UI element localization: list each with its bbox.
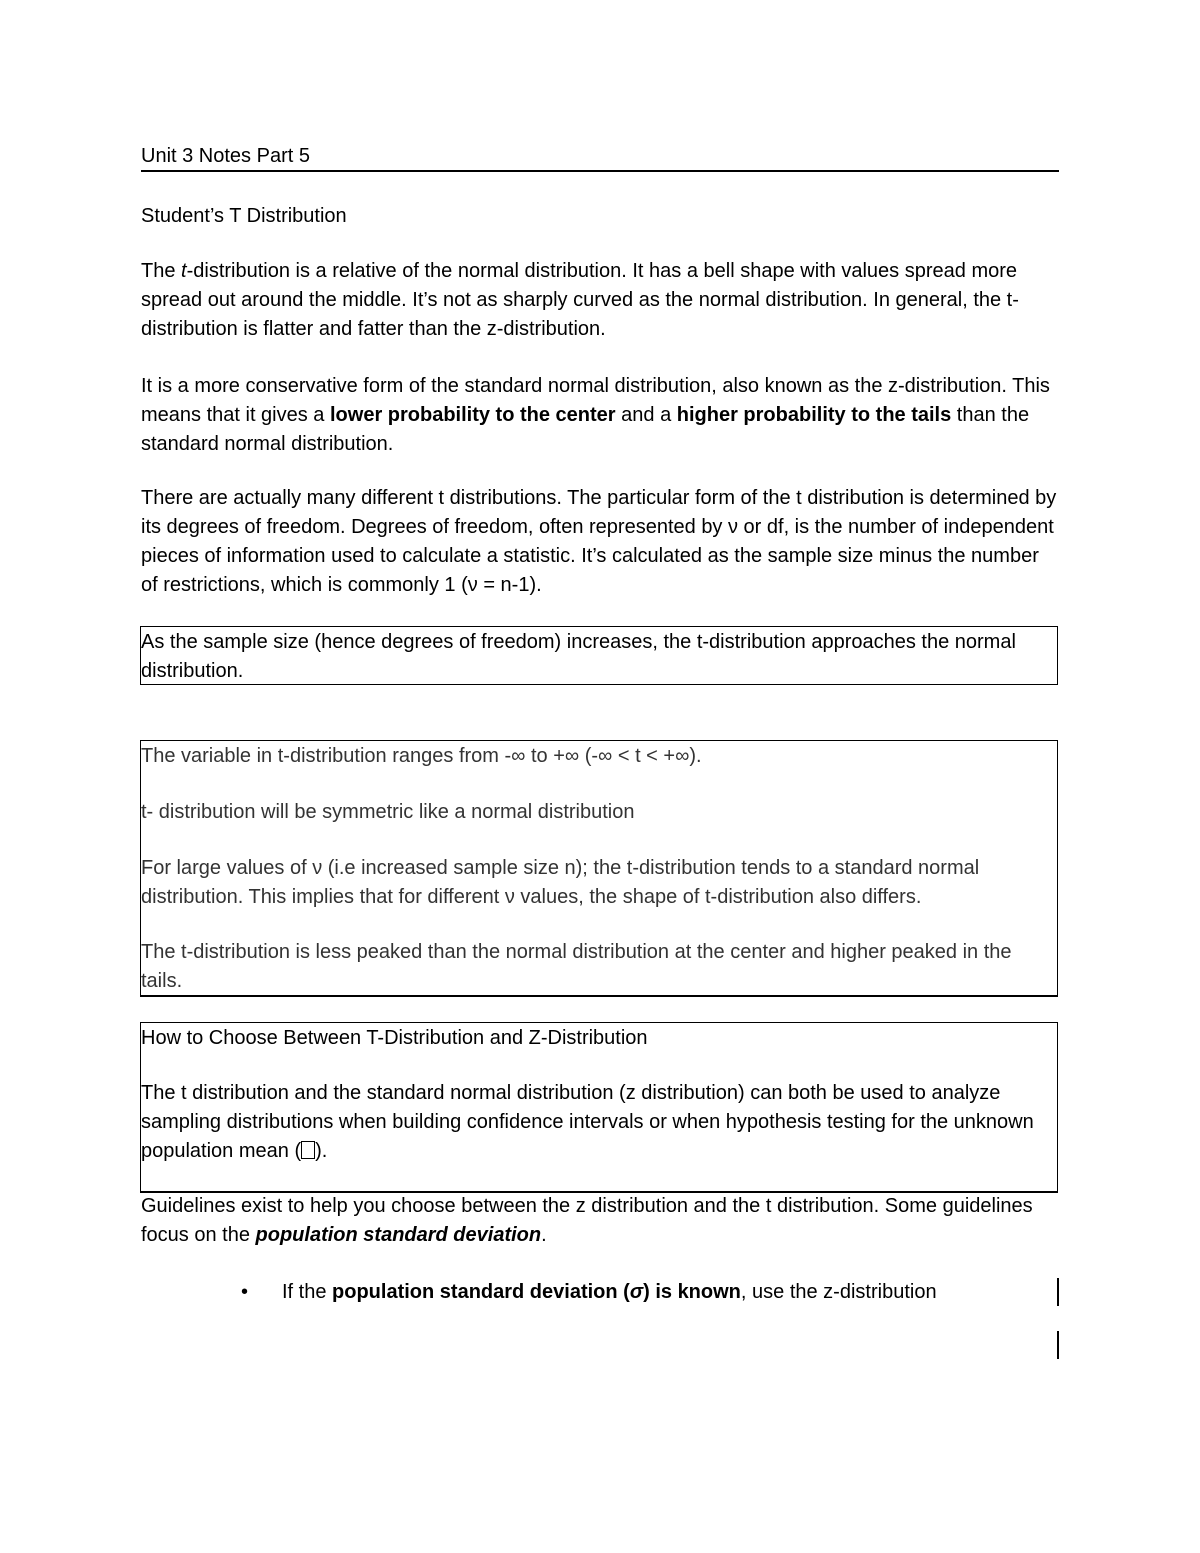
section-heading: Student’s T Distribution — [141, 205, 347, 227]
paragraph-degrees-of-freedom: There are actually many different t distributions. The particular form of the t distribution is determined by its degrees of freedom. Degrees of freedom, often represented by ν or df, is the number of independent pieces of information used to calculate a statistic. It’s calculated as the sample size minus the number of restrictions, which is commonly 1 (ν = n-1). — [141, 487, 1057, 596]
p2-mid: and a — [615, 404, 677, 426]
p4-emphasis: population standard deviation — [255, 1224, 542, 1246]
bullet-dot-icon: • — [241, 1281, 249, 1303]
p2-pre: It is a more conservative form of the standard normal distribution, also known as the z-distribution. This means that it gives a — [141, 375, 1050, 426]
bullet-pre: If the — [282, 1281, 333, 1303]
missing-glyph-icon — [301, 1141, 315, 1159]
property-large-v: For large values of ν (i.e increased sample size n); the t-distribution tends to a standard normal distribution. This implies that for different ν values, the shape of t-distribution also differs. — [141, 857, 980, 908]
p4-pre: Guidelines exist to help you choose between the z distribution and the t distribution. Some guidelines focus on the — [141, 1195, 1033, 1246]
bullet-bold1: population standard deviation ( — [332, 1281, 630, 1303]
bullet-bold2: ) is known — [643, 1281, 741, 1303]
choose-body-pre: The t distribution and the standard normal distribution (z distribution) can both be used to analyze sampling distributions when building confidence intervals or when hypothesis testing for the unknown population mean ( — [141, 1082, 1034, 1162]
title-rule — [141, 170, 1059, 172]
callout-sample-size-text: As the sample size (hence degrees of freedom) increases, the t-distribution approaches the normal distribution. — [141, 631, 1016, 682]
p1-pre: The — [141, 260, 182, 282]
change-bar-2 — [1057, 1331, 1059, 1359]
paragraph-guidelines — [141, 1192, 1059, 1250]
p1-t-italic: t — [181, 260, 187, 282]
property-symmetric: t- distribution will be symmetric like a normal distribution — [141, 801, 635, 823]
change-bar-1 — [1057, 1278, 1059, 1306]
bullet-sigma: σ — [629, 1281, 644, 1303]
p4-post: . — [541, 1224, 547, 1246]
choose-distribution-heading: How to Choose Between T-Distribution and Z-Distribution — [141, 1027, 648, 1049]
paragraph-conservative — [141, 372, 1059, 459]
p2-bold-tails: higher probability to the tails — [676, 404, 952, 426]
bullet-text — [282, 1278, 1042, 1307]
page-title: Unit 3 Notes Part 5 — [141, 145, 310, 167]
p2-post: than the standard normal distribution. — [141, 404, 1030, 455]
bullet-post: , use the z-distribution — [740, 1281, 937, 1303]
choose-body-post: ). — [315, 1140, 328, 1162]
choose-distribution-body — [141, 1079, 1057, 1166]
property-range: The variable in t-distribution ranges from -∞ to +∞ (-∞ < t < +∞). — [141, 745, 702, 767]
property-less-peaked: The t-distribution is less peaked than the normal distribution at the center and higher peaked in the tails. — [141, 941, 1012, 992]
p1-rest: -distribution is a relative of the normal distribution. It has a bell shape with values spread more spread out around the middle. It’s not as sharply curved as the normal distribution. In general, the t-distribution is flatter and fatter than the z-distribution. — [141, 260, 1019, 340]
paragraph-intro — [141, 257, 1059, 344]
p2-bold-center: lower probability to the center — [329, 404, 616, 426]
